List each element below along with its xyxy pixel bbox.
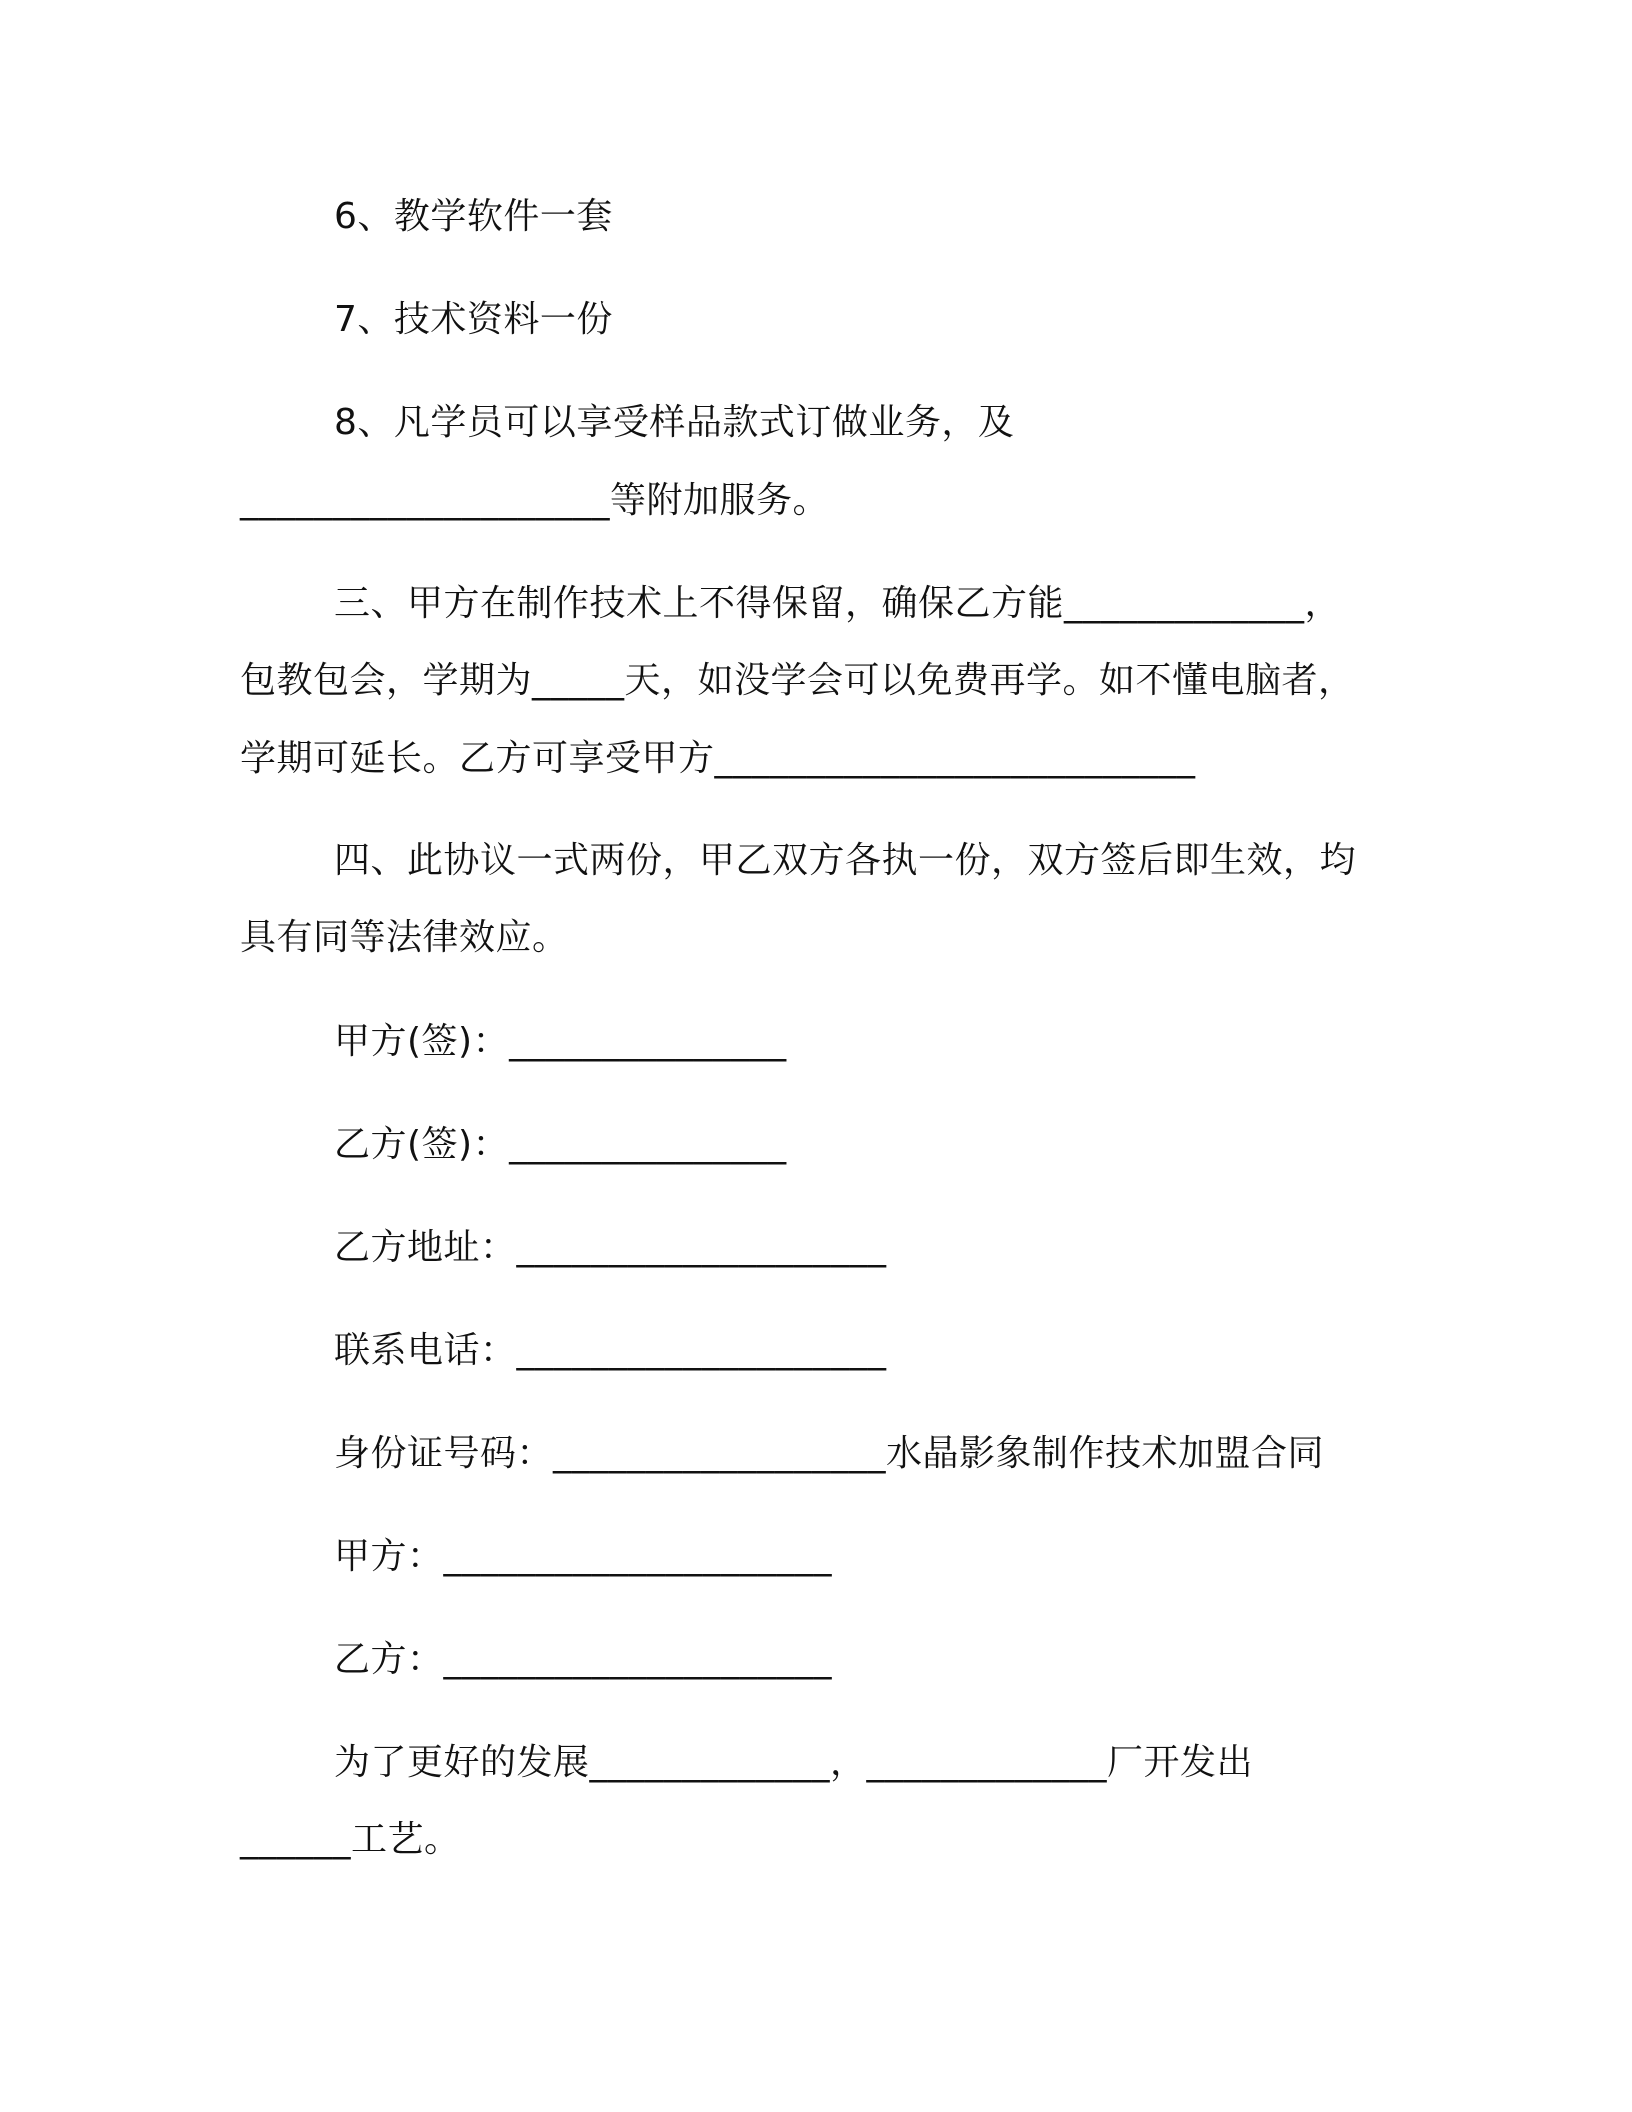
clause-3-line-3: 学期可延长。乙方可享受甲方__________________________ [240, 738, 1196, 779]
party-b-line: 乙方：_____________________ [334, 1639, 833, 1680]
party-a-line: 甲方：_____________________ [334, 1536, 833, 1577]
id-number-and-contract-title: 身份证号码：__________________水晶影象制作技术加盟合同 [334, 1433, 1325, 1474]
clause-3-line-2: 包教包会，学期为_____天，如没学会可以免费再学。如不懂电脑者， [240, 660, 1355, 701]
contact-phone-line: 联系电话：____________________ [334, 1330, 887, 1371]
clause-3-line-1: 三、甲方在制作技术上不得保留，确保乙方能_____________， [334, 583, 1342, 624]
party-b-address-line: 乙方地址：____________________ [334, 1227, 887, 1268]
item-8-continuation: ____________________等附加服务。 [240, 480, 830, 521]
item-6-teaching-software: 6、教学软件一套 [334, 196, 613, 237]
intro-paragraph-line-2: ______工艺。 [240, 1819, 461, 1860]
party-a-signature-line: 甲方(签)：_______________ [334, 1021, 787, 1062]
clause-4-line-1: 四、此协议一式两份，甲乙双方各执一份，双方签后即生效，均 [334, 840, 1357, 881]
item-8-custom-order-service: 8、凡学员可以享受样品款式订做业务，及 [334, 402, 1015, 443]
clause-4-line-2: 具有同等法律效应。 [240, 917, 569, 958]
item-7-technical-materials: 7、技术资料一份 [334, 299, 613, 340]
intro-paragraph-line-1: 为了更好的发展_____________，_____________厂开发出 [334, 1742, 1254, 1783]
party-b-signature-line: 乙方(签)：_______________ [334, 1124, 787, 1165]
